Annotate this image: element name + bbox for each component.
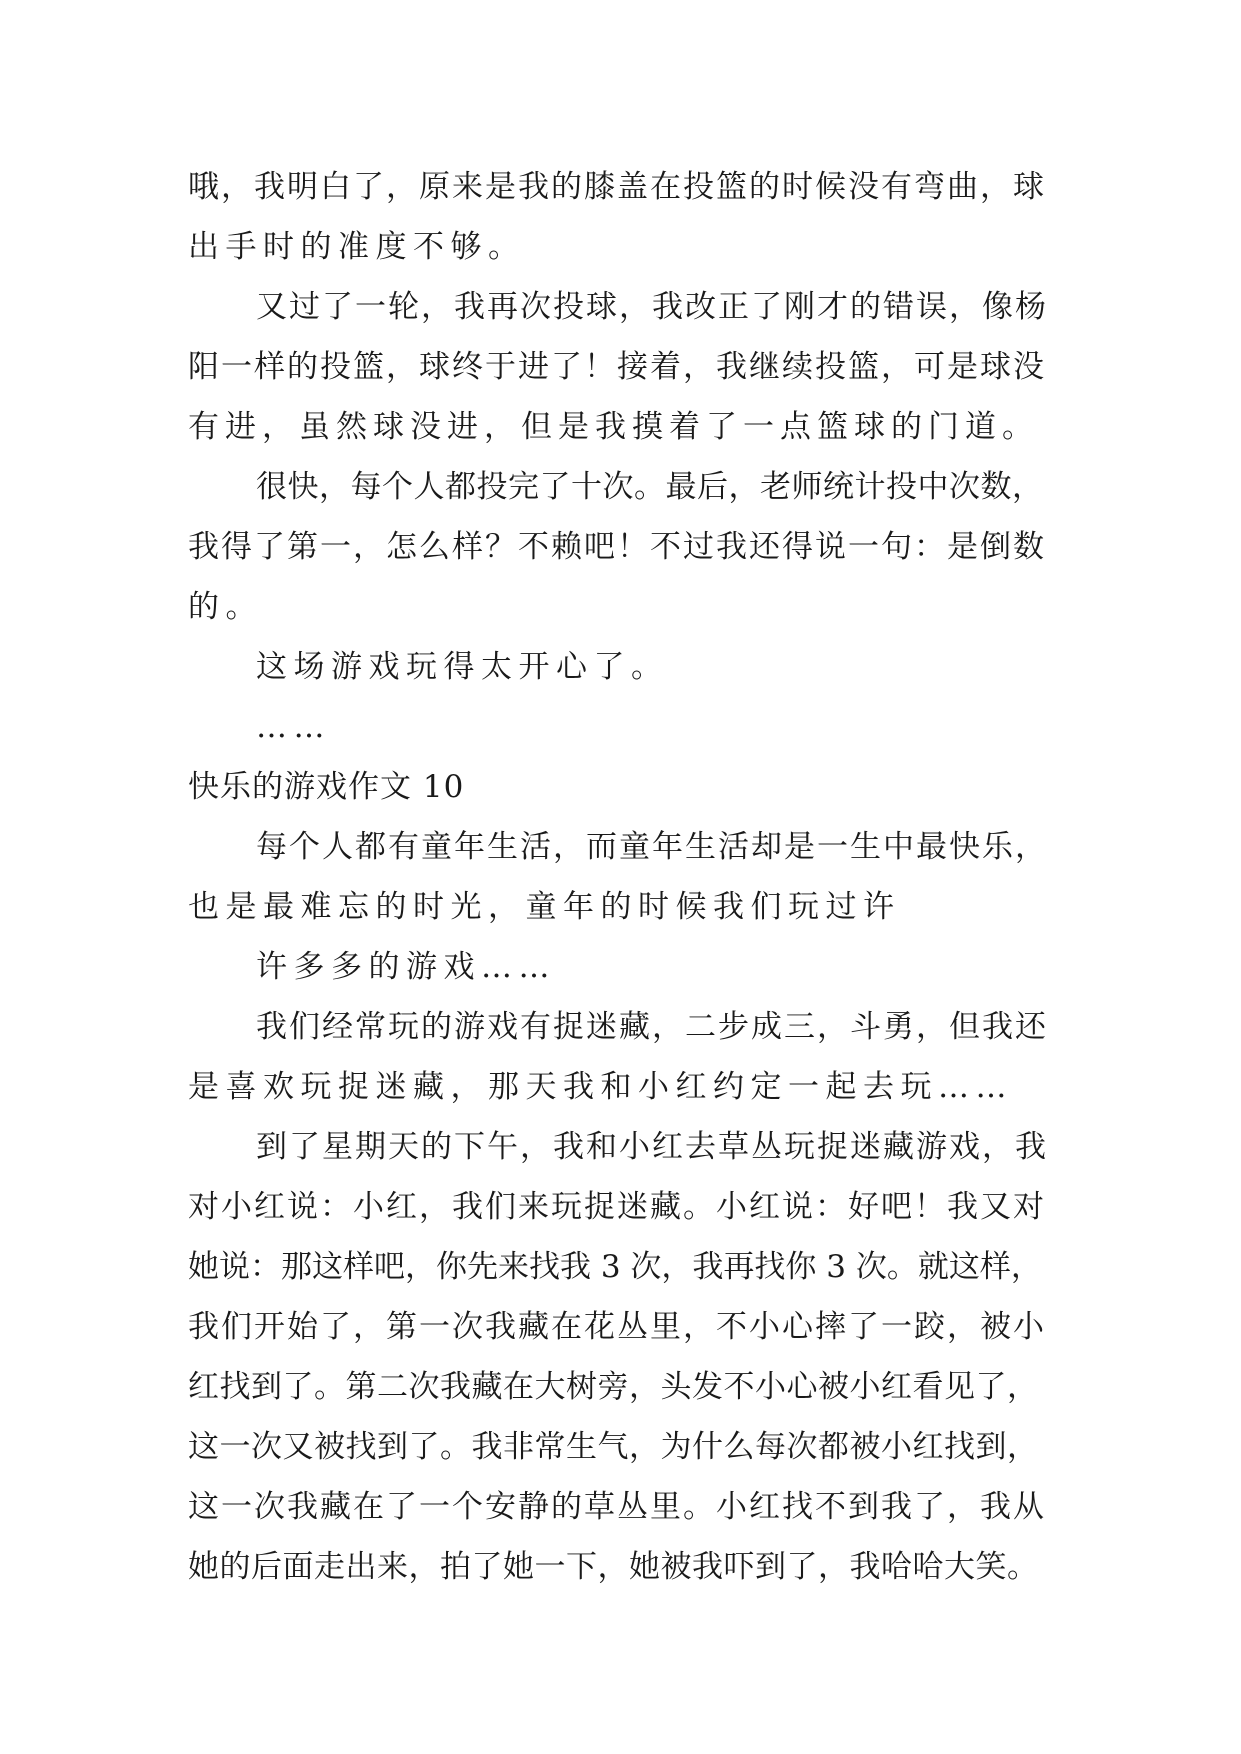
paragraph-line: 许多多的游戏…… [256, 949, 556, 985]
paragraph-line: 每个人都有童年生活，而童年生活却是一生中最快乐， [256, 829, 1048, 865]
paragraph-line: 我们经常玩的游戏有捉迷藏，二步成三，斗勇，但我还 [256, 1009, 1048, 1045]
paragraph-line: 又过了一轮，我再次投球，我改正了刚才的错误，像杨 [256, 289, 1048, 325]
paragraph-line: 我得了第一，怎么样？不赖吧！不过我还得说一句：是倒数 [188, 529, 1046, 565]
paragraph-line: 有进，虽然球没进，但是我摸着了一点篮球的门道。 [188, 409, 1039, 445]
paragraph-line: 这一次又被找到了。我非常生气，为什么每次都被小红找到， [188, 1429, 1039, 1465]
paragraph-line: 很快，每个人都投完了十次。最后，老师统计投中次数， [256, 469, 1044, 505]
paragraph-line: 阳一样的投篮，球终于进了！接着，我继续投篮，可是球没 [188, 349, 1046, 385]
paragraph-line: 她说：那这样吧，你先来找我 3 次，我再找你 3 次。就这样， [188, 1249, 1042, 1285]
paragraph-line: 也是最难忘的时光，童年的时候我们玩过许 [188, 889, 901, 925]
paragraph-line: 她的后面走出来，拍了她一下，她被我吓到了，我哈哈大笑。 [188, 1549, 1039, 1585]
paragraph-line: 对小红说：小红，我们来玩捉迷藏。小红说：好吧！我又对 [188, 1189, 1046, 1225]
paragraph-line: 红找到了。第二次我藏在大树旁，头发不小心被小红看见了， [188, 1369, 1039, 1405]
paragraph-line: 出手时的准度不够。 [188, 229, 526, 265]
paragraph-line: 的。 [188, 589, 263, 625]
paragraph-line: 这场游戏玩得太开心了。 [256, 649, 669, 685]
paragraph-line: 哦，我明白了，原来是我的膝盖在投篮的时候没有弯曲，球 [188, 169, 1046, 205]
paragraph-line: 这一次我藏在了一个安静的草丛里。小红找不到我了，我从 [188, 1489, 1046, 1525]
paragraph-line: 到了星期天的下午，我和小红去草丛玩捉迷藏游戏，我 [256, 1129, 1048, 1165]
ellipsis-line: …… [256, 709, 331, 745]
essay-title: 快乐的游戏作文 10 [188, 769, 465, 805]
paragraph-line: 我们开始了，第一次我藏在花丛里，不小心摔了一跤，被小 [188, 1309, 1046, 1345]
paragraph-line: 是喜欢玩捉迷藏，那天我和小红约定一起去玩…… [188, 1069, 1013, 1105]
